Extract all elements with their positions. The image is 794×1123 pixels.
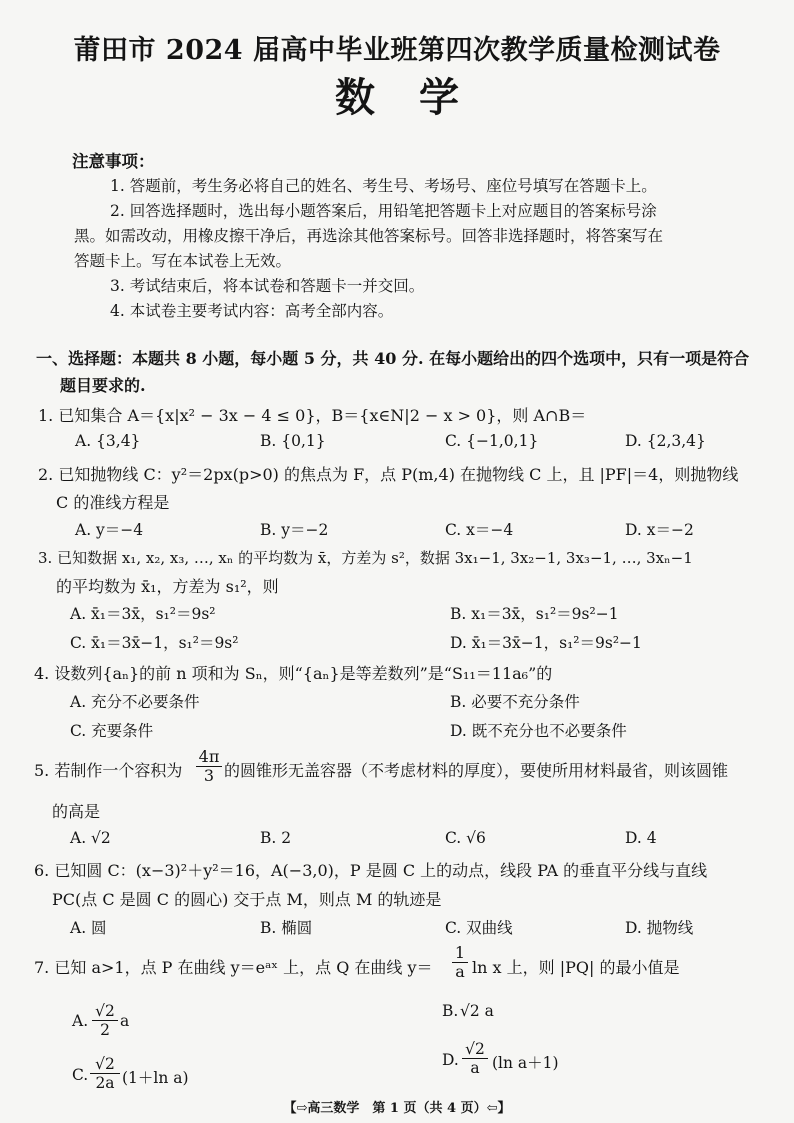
- q6-option-a: A. 圆: [70, 919, 107, 937]
- note-item: 黑。如需改动，用橡皮擦干净后，再选涂其他答案标号。回答非选择题时，将答案写在: [74, 227, 664, 245]
- q2-option-c: C. x＝−4: [445, 521, 514, 539]
- q2-option-d: D. x＝−2: [625, 521, 694, 539]
- q7-option-d-label: D.: [442, 1051, 459, 1069]
- q7-option-d-tail: (ln a＋1): [492, 1054, 559, 1072]
- q7-option-a-fraction: [92, 1002, 118, 1039]
- q1-option-d: D. {2,3,4}: [625, 432, 706, 450]
- fraction-denominator: 3: [203, 766, 215, 785]
- section-heading: 一、选择题：本题共 8 小题，每小题 5 分，共 40 分. 在每小题给出的四个选项中，只有一项是符合: [36, 349, 750, 368]
- note-item: 4. 本试卷主要考试内容：高考全部内容。: [110, 302, 394, 320]
- q6-option-c: C. 双曲线: [445, 919, 513, 937]
- notes-heading: 注意事项：: [72, 152, 155, 171]
- q3-option-d: D. x̄₁＝3x̄−1，s₁²＝9s²−1: [450, 634, 642, 652]
- q7-option-d-fraction: [462, 1040, 488, 1077]
- question-6-stem-cont: PC(点 C 是圆 C 的圆心) 交于点 M，则点 M 的轨迹是: [52, 890, 442, 909]
- section-heading-cont: 题目要求的.: [60, 376, 146, 395]
- question-5-stem-post: 的圆锥形无盖容器（不考虑材料的厚度），要使所用材料最省，则该圆锥: [224, 761, 729, 780]
- note-item: 1. 答题前，考生务必将自己的姓名、考生号、考场号、座位号填写在答题卡上。: [110, 177, 657, 195]
- q3-option-c: C. x̄₁＝3x̄−1，s₁²＝9s²: [70, 634, 239, 652]
- q5-option-c: C. √6: [445, 829, 486, 847]
- question-5-fraction: [196, 748, 222, 785]
- fraction-numerator: √2: [90, 1055, 120, 1074]
- q6-option-b: B. 椭圆: [260, 919, 313, 937]
- q4-option-d: D. 既不充分也不必要条件: [450, 722, 627, 740]
- fraction-denominator: 2a: [95, 1074, 115, 1092]
- q6-option-d: D. 抛物线: [625, 919, 694, 937]
- q7-option-c-tail: (1＋ln a): [122, 1069, 189, 1087]
- q7-option-b: √2 a: [460, 1002, 494, 1020]
- q2-option-a: A. y＝−4: [75, 521, 144, 539]
- fraction-denominator: a: [470, 1059, 480, 1077]
- q3-option-b: B. x₁＝3x̄，s₁²＝9s²−1: [450, 605, 619, 623]
- q4-option-b: B. 必要不充分条件: [450, 693, 580, 711]
- q7-option-b-label: B.: [442, 1002, 459, 1020]
- note-item: 答题卡上。写在本试卷上无效。: [74, 252, 292, 270]
- question-7-stem-pre: 7. 已知 a>1，点 P 在曲线 y＝eᵃˣ 上，点 Q 在曲线 y＝: [34, 958, 433, 977]
- q2-option-b: B. y＝−2: [260, 521, 329, 539]
- fraction-numerator: 1: [452, 944, 468, 963]
- q5-option-d: D. 4: [625, 829, 657, 847]
- question-7-fraction: [452, 944, 468, 981]
- q1-option-c: C. {−1,0,1}: [445, 432, 539, 450]
- question-3-stem: 3. 已知数据 x₁, x₂, x₃, …, xₙ 的平均数为 x̄，方差为 s²，数据 3x₁−1, 3x₂−1, 3x₃−1, …, 3xₙ−1: [38, 549, 693, 567]
- q4-option-c: C. 充要条件: [70, 722, 154, 740]
- fraction-denominator: a: [455, 962, 465, 981]
- fraction-numerator: √2: [92, 1002, 118, 1021]
- q7-option-c-fraction: [90, 1055, 120, 1092]
- note-item: 3. 考试结束后，将本试卷和答题卡一并交回。: [110, 277, 425, 295]
- q3-option-a: A. x̄₁＝3x̄，s₁²＝9s²: [70, 605, 216, 623]
- question-4-stem: 4. 设数列{aₙ}的前 n 项和为 Sₙ，则“{aₙ}是等差数列”是“S₁₁＝11a₆”的: [34, 664, 553, 683]
- question-6-stem: 6. 已知圆 C：(x−3)²＋y²＝16，A(−3,0)，P 是圆 C 上的动点，线段 PA 的垂直平分线与直线: [34, 861, 708, 880]
- q7-option-a-label: A.: [72, 1012, 89, 1030]
- subject-title: 数学: [335, 74, 503, 121]
- q7-option-a-tail: a: [120, 1012, 130, 1030]
- q1-option-a: A. {3,4}: [75, 432, 141, 450]
- q5-option-a: A. √2: [70, 829, 111, 847]
- q5-option-b: B. 2: [260, 829, 292, 847]
- fraction-numerator: 4π: [196, 748, 222, 767]
- question-1-stem: 1. 已知集合 A＝{x|x² − 3x − 4 ≤ 0}，B＝{x∈N|2 − x > 0}，则 A∩B＝: [38, 406, 587, 425]
- fraction-denominator: 2: [100, 1021, 110, 1039]
- question-5-stem-cont: 的高是: [52, 802, 101, 821]
- page-footer: 【⇨高三数学 第 1 页（共 4 页）⇦】: [283, 1101, 511, 1116]
- q1-option-b: B. {0,1}: [260, 432, 326, 450]
- note-item: 2. 回答选择题时，选出每小题答案后，用铅笔把答题卡上对应题目的答案标号涂: [110, 202, 657, 220]
- question-2-stem: 2. 已知抛物线 C：y²＝2px(p>0) 的焦点为 F，点 P(m,4) 在抛物线 C 上，且 |PF|＝4，则抛物线: [38, 465, 739, 484]
- question-3-stem-cont: 的平均数为 x̄₁，方差为 s₁²，则: [56, 577, 279, 596]
- question-7-stem-post: ln x 上，则 |PQ| 的最小值是: [472, 958, 680, 977]
- q7-option-c-label: C.: [72, 1066, 89, 1084]
- question-2-stem-cont: C 的准线方程是: [56, 493, 170, 512]
- fraction-numerator: √2: [462, 1040, 488, 1059]
- question-5-stem-pre: 5. 若制作一个容积为: [34, 761, 183, 780]
- q4-option-a: A. 充分不必要条件: [70, 693, 200, 711]
- exam-title: 莆田市 2024 届高中毕业班第四次教学质量检测试卷: [73, 35, 721, 66]
